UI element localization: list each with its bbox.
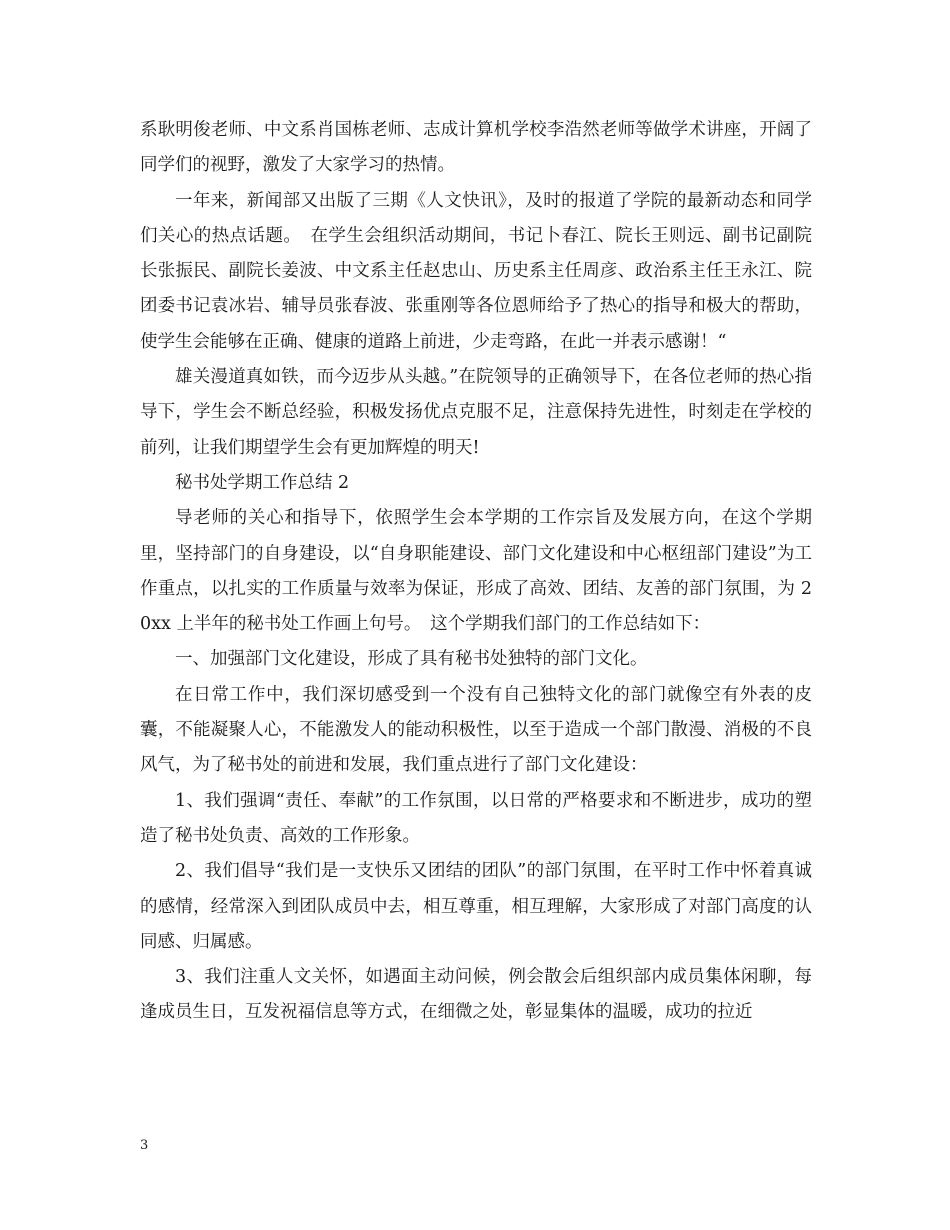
document-body	[140, 113, 812, 1031]
paragraph-8: 2、我们倡导“我们是一支快乐又团结的团队”的部门氛围，在平时工作中怀着真诚的感情，经常深入到团队成员中去，相互尊重，相互理解，大家形成了对部门高度的认同感、归属感。	[140, 861, 812, 952]
page-number: 3	[140, 1138, 149, 1153]
paragraph-6: 在日常工作中，我们深切感受到一个没有自己独特文化的部门就像空有外表的皮囊，不能凝聚人心，不能激发人的能动积极性，以至于造成一个部门散漫、消极的不良风气，为了秘书处的前进和发展，我们重点进行了部门文化建设：	[140, 684, 812, 776]
paragraph-2: 一年来，新闻部又出版了三期《人文快讯》，及时的报道了学院的最新动态和同学们关心的热点话题。 在学生会组织活动期间，书记卜春江、院长王则远、副书记副院长张振民、副院长姜波、中文系主任赵忠山、历史系主任周彦、政治系主任王永江、院团委书记袁冰岩、辅导员张春波、张重刚等各位恩师给予了热心的指导和极大的帮助，使学生会能够在正确、健康的道路上前进，少走弯路，在此一并表示感谢！“	[140, 190, 812, 352]
paragraph-4: 导老师的关心和指导下，依照学生会本学期的工作宗旨及发展方向，在这个学期里，坚持部门的自身建设，以“自身职能建设、部门文化建设和中心枢纽部门建设”为工作重点，以扎实的工作质量与效率为保证，形成了高效、团结、友善的部门氛围，为 20xx 上半年的秘书处工作画上句号。 这个学期我们部门的工作总结如下：	[140, 508, 812, 635]
paragraph-1: 系耿明俊老师、中文系肖国栋老师、志成计算机学校李浩然老师等做学术讲座，开阔了同学们的视野，激发了大家学习的热情。	[140, 120, 812, 176]
paragraph-3: 雄关漫道真如铁，而今迈步从头越。”在院领导的正确领导下，在各位老师的热心指导下，学生会不断总经验，积极发扬优点克服不足，注意保持先进性，时刻走在学校的前列，让我们期望学生会有更加辉煌的明天!	[140, 367, 812, 458]
paragraph-7: 1、我们强调“责任、奉献”的工作氛围，以日常的严格要求和不断进步，成功的塑造了秘书处负责、高效的工作形象。	[140, 790, 812, 846]
section-heading: 秘书处学期工作总结 2	[175, 472, 350, 493]
paragraph-9: 3、我们注重人文关怀，如遇面主动问候，例会散会后组织部内成员集体闲聊，每逢成员生日，互发祝福信息等方式，在细微之处，彰显集体的温暖，成功的拉近	[140, 967, 812, 1023]
paragraph-5: 一、加强部门文化建设，形成了具有秘书处独特的部门文化。	[175, 649, 648, 670]
